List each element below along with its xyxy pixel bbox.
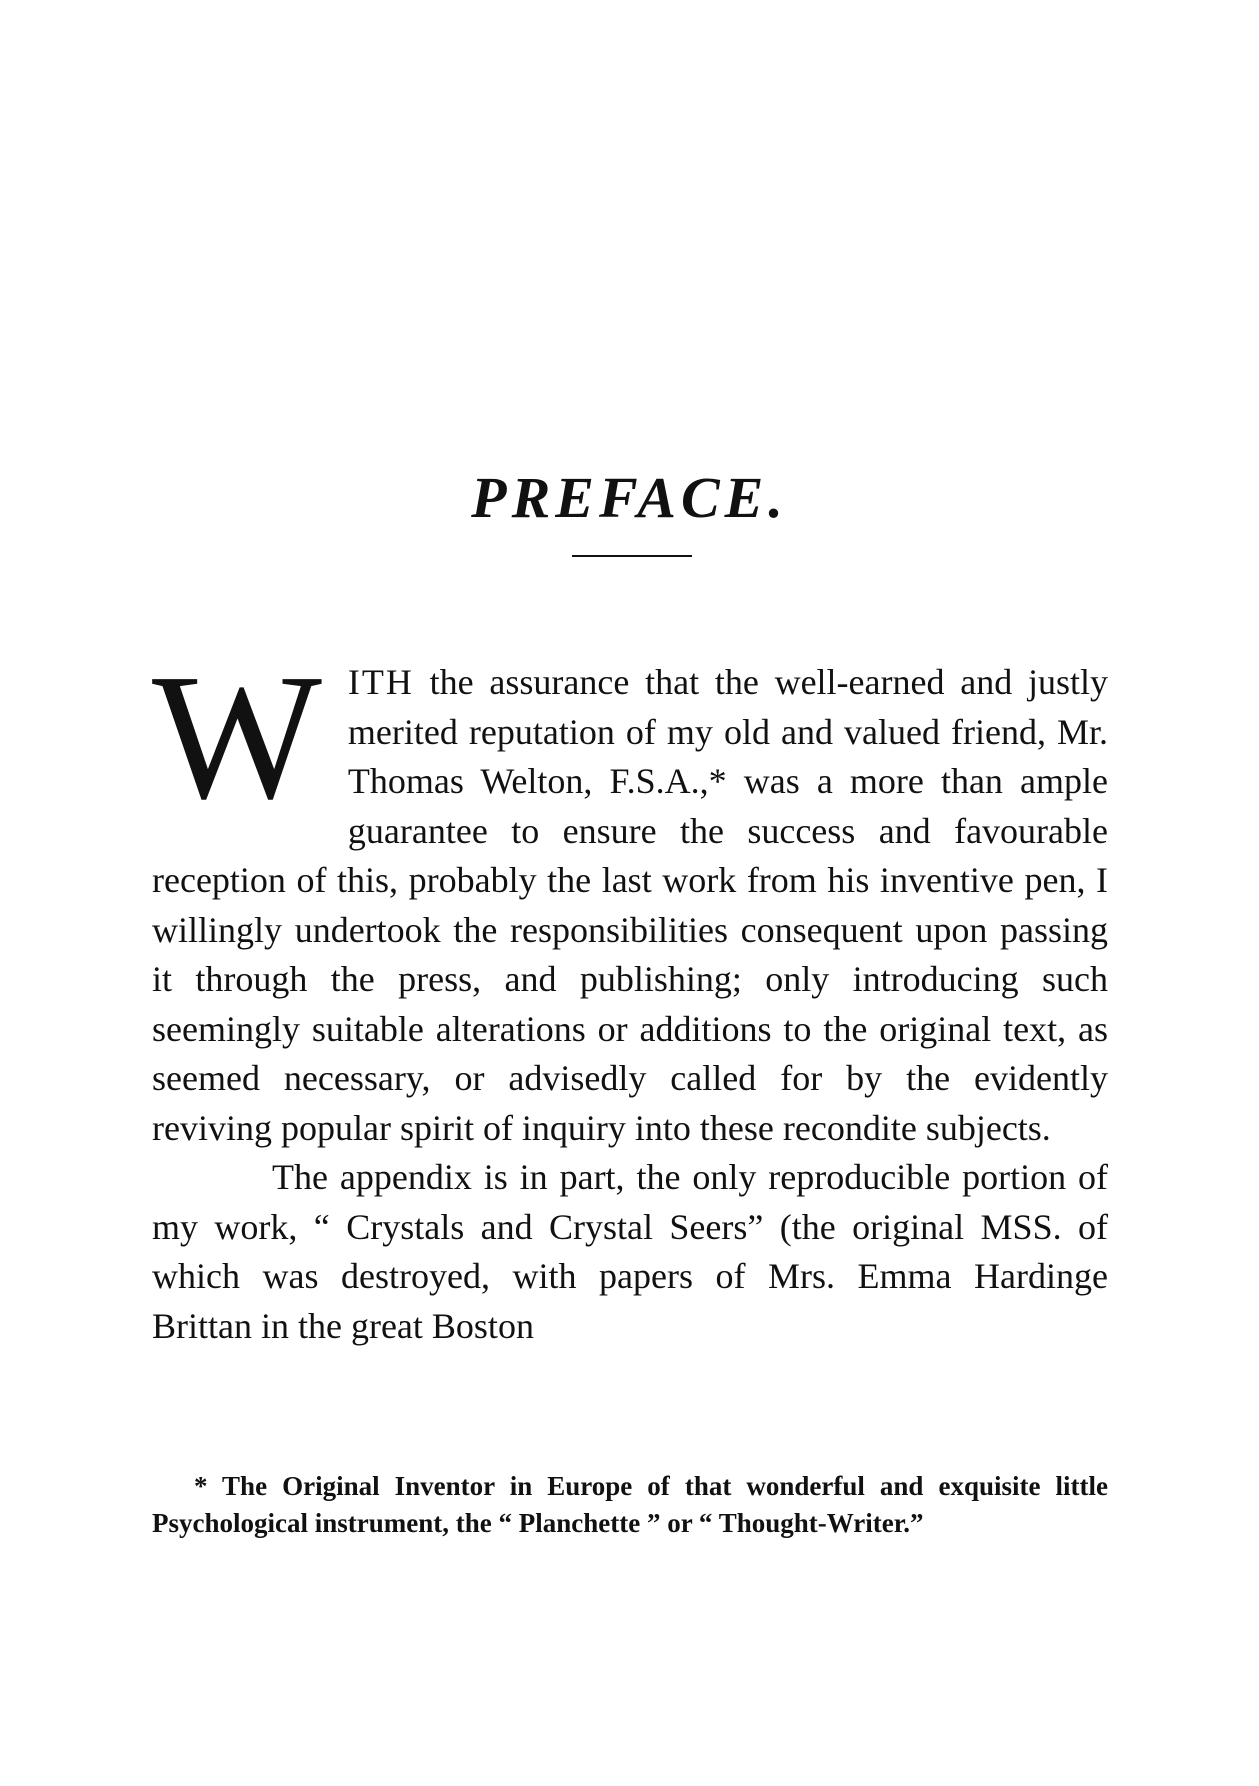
lead-caps: ITH xyxy=(347,662,414,702)
paragraph-1 xyxy=(152,637,1108,1153)
title-rule xyxy=(572,555,692,557)
preface-body xyxy=(152,637,1108,1351)
paragraph-2: The appendix is in part, the only reproducible portion of my work, “ Crystals and Crystal Seers” (the original MSS. of which was destroyed, with papers of Mrs. Emma Hardinge Brittan in the great Boston xyxy=(152,1157,1108,1346)
footnote-text: * The Original Inventor in Europe of that wonderful and exquisite little Psychological instrument, the “ Planchette ” or “ Thought-Writer.” xyxy=(152,1471,1108,1538)
paragraph-1-text: the assurance that the well-earned and justly merited reputation of my old and valued friend, Mr. Thomas Welton, F.S.A.,* was a more than ample guarantee to ensure the success and favourable reception of this, probably the last work from his inventive pen, I willingly undertook the responsibilities consequent upon passing it through the press, and publishing; only introducing such seemingly suitable alterations or additions to the original text, as seemed necessary, or advisedly called for by the evidently reviving popular spirit of inquiry into these recondite subjects. xyxy=(152,662,1108,1148)
page-title: PREFACE. xyxy=(471,464,788,530)
drop-cap-letter: W xyxy=(152,637,322,836)
footnote xyxy=(152,1468,1108,1542)
